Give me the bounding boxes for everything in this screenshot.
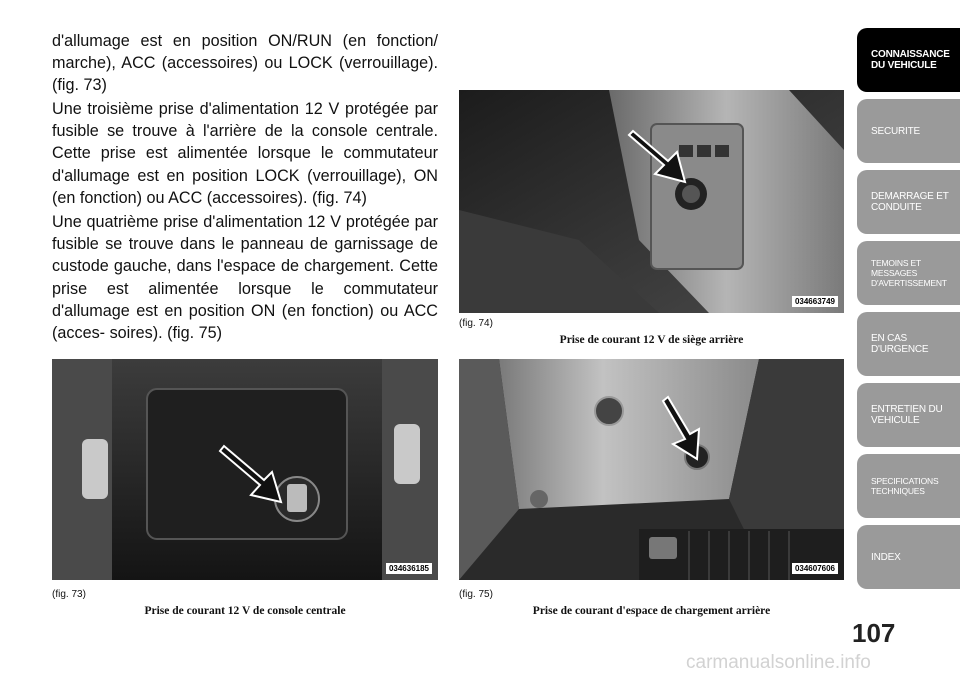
figure-code: 034636185 — [386, 563, 432, 574]
paragraph-2: Une troisième prise d'alimentation 12 V protégée par fusible se trouve à l'arrière de la console centrale. Cette prise est alimentée lorsque le commutateur d'allumage est en position LOCK (verrouillage), ON (en fonction) ou ACC (accessoires). (fig. 74) — [52, 100, 438, 207]
figure-74-rear-seat-outlet — [459, 90, 844, 313]
figure-73-console-outlet — [52, 359, 438, 580]
page-number: 107 — [852, 618, 896, 648]
tab-label: ENTRETIEN DU VEHICULE — [871, 404, 943, 426]
figure-caption: Prise de courant d'espace de chargement arrière — [532, 605, 771, 617]
tab-label: EN CAS D'URGENCE — [871, 333, 929, 355]
figure-code: 034607606 — [792, 563, 838, 574]
figure-caption: Prise de courant 12 V de siège arrière — [559, 334, 744, 346]
chapter-tabs — [857, 28, 960, 596]
tab-label: DEMARRAGE ET CONDUITE — [871, 191, 949, 213]
tab-securite[interactable] — [857, 99, 960, 163]
tab-label: INDEX — [871, 551, 901, 563]
figure-code: 034663749 — [792, 296, 838, 307]
tab-index[interactable] — [857, 525, 960, 589]
figure-label: (fig. 75) — [459, 589, 493, 600]
paragraph-3: Une quatrième prise d'alimentation 12 V protégée par fusible se trouve dans le panneau de garnissage de custode gauche, dans l'espace de chargement. Cette prise est alimentée lorsque le commutateur d'allumage est en position ON (en fonction) ou ACC (acces- soires). (fig. 75) — [52, 213, 438, 343]
paragraph-1: d'allumage est en position ON/RUN (en fonction/ marche), ACC (accessoires) ou LOCK (verrouillage). (fig. 73) — [52, 32, 438, 95]
figure-label: (fig. 74) — [459, 318, 493, 329]
tab-temoins-et-messages[interactable] — [857, 241, 960, 305]
tab-label: SECURITE — [871, 125, 920, 137]
tab-specifications-techniques[interactable] — [857, 454, 960, 518]
cargo-outlet-illustration — [459, 359, 844, 580]
tab-label: SPECIFICATIONS TECHNIQUES — [871, 476, 939, 496]
tab-label: CONNAISSANCE DU VEHICULE — [871, 49, 950, 71]
tab-en-cas-d-urgence[interactable] — [857, 312, 960, 376]
watermark: carmanualsonline.info — [686, 652, 871, 673]
tab-entretien-du-vehicule[interactable] — [857, 383, 960, 447]
rear-seat-outlet-illustration — [459, 90, 844, 313]
tab-label: TEMOINS ET MESSAGES D'AVERTISSEMENT — [871, 258, 947, 288]
console-outlet-illustration — [52, 359, 438, 580]
tab-demarrage-et-conduite[interactable] — [857, 170, 960, 234]
tab-connaissance-du-vehicule[interactable] — [857, 28, 960, 92]
figure-caption: Prise de courant 12 V de console centrale — [144, 605, 346, 617]
figure-label: (fig. 73) — [52, 589, 86, 600]
figure-75-cargo-outlet — [459, 359, 844, 580]
